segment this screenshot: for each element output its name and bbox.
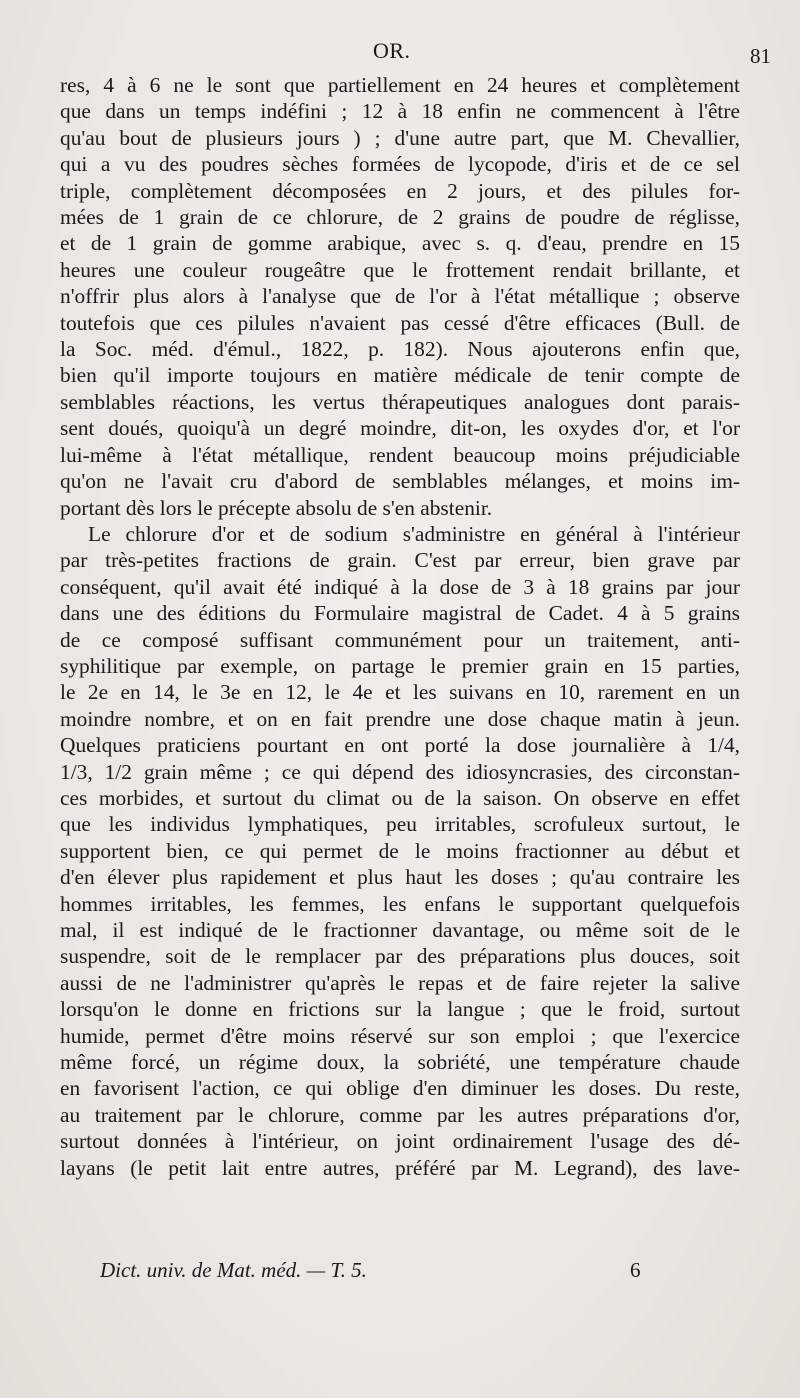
text-line: 1/3, 1/2 grain même ; ce qui dépend des idiosyncrasies, des circonstan- xyxy=(60,759,740,784)
signature-mark: Dict. univ. de Mat. méd. — T. 5. xyxy=(100,1258,367,1282)
text-line: hommes irritables, les femmes, les enfans le supportant quelquefois xyxy=(60,891,740,916)
text-line: sent doués, quoiqu'à un degré moindre, dit-on, les oxydes d'or, et l'or xyxy=(60,416,740,441)
running-title: OR. xyxy=(373,38,411,63)
text-line: qui a vu des poudres sèches formées de lycopode, d'iris et de ce sel xyxy=(60,152,740,177)
page-number: 81 xyxy=(750,44,771,68)
text-line: n'offrir plus alors à l'analyse que de l'or à l'état métallique ; observe xyxy=(60,284,740,309)
text-line: de ce composé suffisant communément pour un traitement, anti- xyxy=(60,627,740,652)
text-line: Le chlorure d'or et de sodium s'administre en général à l'intérieur xyxy=(88,521,740,546)
text-line: aussi de ne l'administrer qu'après le repas et de faire rejeter la salive xyxy=(60,970,740,995)
text-line: au traitement par le chlorure, comme par les autres préparations d'or, xyxy=(60,1102,740,1127)
text-line: par très-petites fractions de grain. C'est par erreur, bien grave par xyxy=(60,548,740,573)
text-line: mées de 1 grain de ce chlorure, de 2 grains de poudre de réglisse, xyxy=(60,205,740,230)
text-line: dans une des éditions du Formulaire magistral de Cadet. 4 à 5 grains xyxy=(60,601,740,626)
text-line: mal, il est indiqué de le fractionner davantage, ou même soit de le xyxy=(60,918,740,942)
text-line: et de 1 grain de gomme arabique, avec s. q. d'eau, prendre en 15 xyxy=(60,231,740,256)
signature-line xyxy=(100,1258,660,1283)
text-line: qu'au bout de plusieurs jours ) ; d'une autre part, que M. Chevallier, xyxy=(60,125,740,150)
text-line: conséquent, qu'il avait été indiqué à la dose de 3 à 18 grains par jour xyxy=(60,574,740,599)
text-line: d'en élever plus rapidement et plus haut les doses ; qu'au contraire les xyxy=(60,865,740,890)
paragraph-administration xyxy=(60,521,740,1181)
text-line: Quelques praticiens pourtant en ont porté la dose journalière à 1/4, xyxy=(60,733,740,758)
text-line: semblables réactions, les vertus thérapeutiques analogues dont parais- xyxy=(60,389,740,414)
body-text xyxy=(60,72,740,1181)
text-line: le 2e en 14, le 3e en 12, le 4e et les suivans en 10, rarement en un xyxy=(60,680,740,705)
signature-number: 6 xyxy=(630,1258,641,1282)
text-line: portant dès lors le précepte absolu de s'en abstenir. xyxy=(60,495,493,520)
text-line: layans (le petit lait entre autres, préféré par M. Legrand), des lave- xyxy=(60,1155,740,1180)
text-line: triple, complètement décomposées en 2 jours, et des pilules for- xyxy=(60,178,740,203)
text-line: que les individus lymphatiques, peu irritables, scrofuleux surtout, le xyxy=(60,812,740,837)
text-line: res, 4 à 6 ne le sont que partiellement en 24 heures et complètement xyxy=(60,73,740,97)
text-line: syphilitique par exemple, on partage le premier grain en 15 parties, xyxy=(60,653,740,678)
text-line: bien qu'il importe toujours en matière médicale de tenir compte de xyxy=(60,363,740,388)
text-line: ces morbides, et surtout du climat ou de la saison. On observe en effet xyxy=(60,785,740,810)
text-line: toutefois que ces pilules n'avaient pas cessé d'être efficaces (Bull. de xyxy=(60,310,740,335)
text-line: qu'on ne l'avait cru d'abord de semblables mélanges, et moins im- xyxy=(60,469,740,494)
text-line: la Soc. méd. d'émul., 1822, p. 182). Nous ajouterons enfin que, xyxy=(60,337,740,362)
paragraph-continued xyxy=(60,72,740,521)
text-line: lorsqu'on le donne en frictions sur la langue ; que le froid, surtout xyxy=(60,997,740,1022)
text-line: moindre nombre, et on en fait prendre une dose chaque matin à jeun. xyxy=(60,706,740,731)
text-line: supportent bien, ce qui permet de le moins fractionner au début et xyxy=(60,838,740,863)
text-line: même forcé, un régime doux, la sobriété, une température chaude xyxy=(60,1050,740,1075)
text-line: heures une couleur rougeâtre que le frottement rendait brillante, et xyxy=(60,257,740,282)
text-line: en favorisent l'action, ce qui oblige d'en diminuer les doses. Du reste, xyxy=(60,1076,740,1101)
text-line: que dans un temps indéfini ; 12 à 18 enfin ne commencent à l'être xyxy=(60,99,740,124)
text-line: lui-même à l'état métallique, rendent beaucoup moins préjudiciable xyxy=(60,442,740,467)
running-head xyxy=(0,38,800,72)
text-line: surtout données à l'intérieur, on joint ordinairement l'usage des dé- xyxy=(60,1129,740,1154)
text-line: humide, permet d'être moins réservé sur son emploi ; que l'exercice xyxy=(60,1023,740,1048)
text-line: suspendre, soit de le remplacer par des préparations plus douces, soit xyxy=(60,944,740,969)
